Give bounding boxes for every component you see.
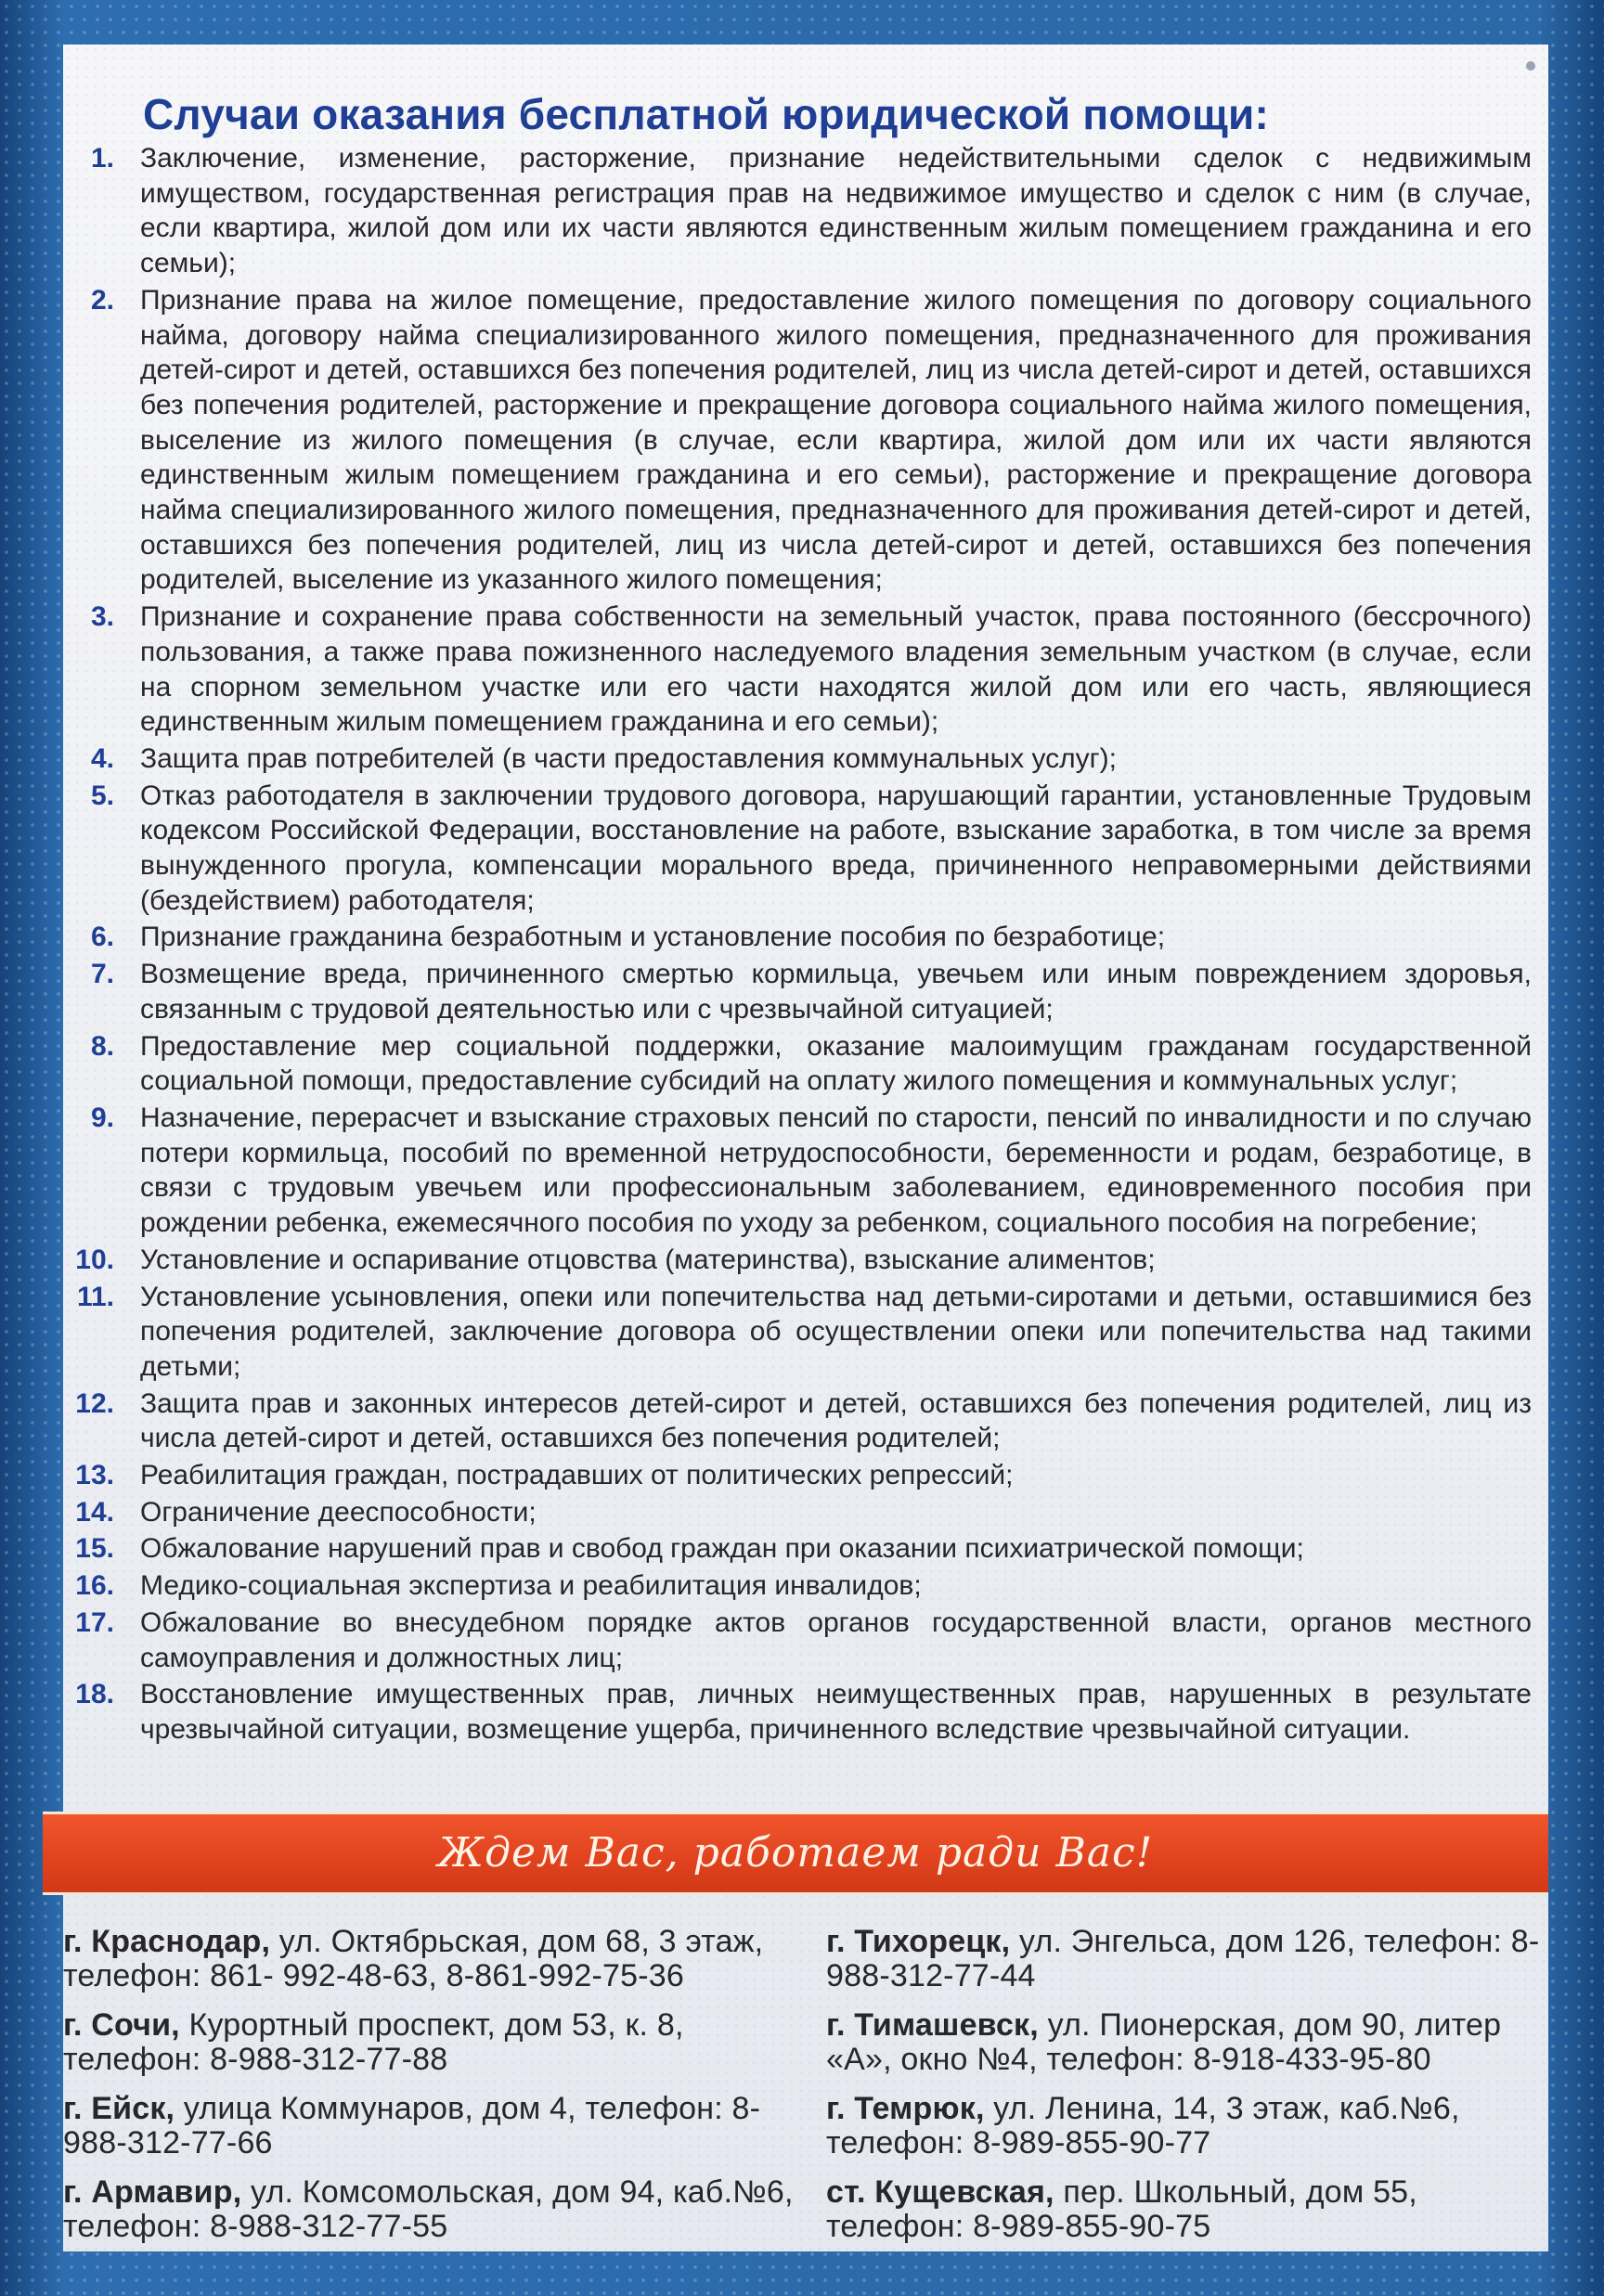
office-entry — [63, 2008, 796, 2077]
contacts-section — [63, 1901, 1548, 2251]
case-text: Возмещение вреда, причиненного смертью кормильца, увечьем или иным повреждением здоровья, связанным с трудовой деятельностью или с чрезвычайной ситуацией; — [140, 959, 1532, 1025]
case-item — [63, 1606, 1548, 1675]
office-entry — [63, 1925, 796, 1993]
office-entry — [826, 2175, 1541, 2244]
case-item — [63, 1029, 1548, 1099]
case-item — [63, 957, 1548, 1026]
case-text: Заключение, изменение, расторжение, признание недействительными сделок с недвижимым имуществом, государственная регистрация прав на недвижимое имущество и сделок с ним (в случае, если квартира, жилой дом или их части являются единственным жилым помещением гражданина и его семьи); — [140, 143, 1532, 279]
case-text: Признание гражданина безработным и установление пособия по безработице; — [140, 922, 1166, 953]
case-text: Восстановление имущественных прав, личных неимущественных прав, нарушенных в результате чрезвычайной ситуации, возмещение ущерба, причиненного вследствие чрезвычайной ситуации. — [140, 1679, 1532, 1745]
office-entry — [826, 2092, 1541, 2161]
case-text: Отказ работодателя в заключении трудового договора, нарушающий гарантии, установленные Трудовым кодексом Российской Федерации, восстановление на работе, взыскание заработка, в том числе за время вынужденного прогула, компенсации морального вреда, причиненного неправомерными действиями (бездействием) работодателя; — [140, 780, 1532, 916]
case-number: 5. — [90, 780, 114, 811]
case-item — [63, 141, 1548, 281]
case-item — [63, 920, 1548, 955]
slogan-text: Ждем Вас, работаем ради Вас! — [437, 1829, 1154, 1877]
case-text: Признание права на жилое помещение, предоставление жилого помещения по договору социального найма, договору найма специализированного жилого помещения, предназначенного для проживания детей-сирот и детей, оставшихся без попечения родителей, лиц из числа детей-сирот и детей, оставшихся без попечения родителей, расторжение и прекращение договора социального найма жилого помещения, выселение из жилого помещения (в случае, если квартира, жилой дом или их части являются единственным жилым помещением гражданина и его семьи), расторжение и прекращение договора найма специализированного жилого помещения, предназначенного для проживания детей-сирот и детей, оставшихся без попечения родителей, лиц из числа детей-сирот и детей, оставшихся без попечения родителей, выселение из указанного жилого помещения; — [140, 284, 1532, 596]
case-item — [63, 1568, 1548, 1604]
case-number: 1. — [90, 143, 114, 174]
case-item — [63, 600, 1548, 740]
office-address: ул. Октябрьская, дом 68, 3 этаж, телефон: 861- 992-48-63, 8-861-992-75-36 — [63, 1924, 764, 1993]
case-text: Медико-социальная экспертиза и реабилитация инвалидов; — [140, 1570, 922, 1602]
page-title: Случаи оказания бесплатной юридической помощи: — [143, 90, 1269, 138]
office-entry — [826, 2008, 1541, 2077]
case-text: Предоставление мер социальной поддержки, оказание малоимущим гражданам государственной социальной помощи, предоставление субсидий на оплату жилого помещения и коммунальных услуг; — [140, 1030, 1532, 1097]
office-address: ул. Ленина, 14, 3 этаж, каб.№6, телефон: 8-989-855-90-77 — [826, 2091, 1460, 2161]
case-text: Признание и сохранение права собственности на земельный участок, права постоянного (бессрочного) пользования, а также права пожизненного наследуемого владения земельным участком (в случае, если на спорном земельном участке или его части находятся жилой дом или его часть, являющиеся единственным жилым помещением гражданина и его семьи); — [140, 601, 1532, 738]
office-city: ст. Кущевская, — [826, 2174, 1054, 2210]
case-item — [63, 1495, 1548, 1530]
case-number: 14. — [75, 1496, 114, 1528]
legal-aid-cases-list — [63, 141, 1548, 1749]
case-item — [63, 1531, 1548, 1567]
office-city: г. Тихорецк, — [826, 1924, 1011, 1959]
case-number: 11. — [76, 1281, 114, 1312]
office-address: пер. Школьный, дом 55, телефон: 8-989-855-90-75 — [826, 2174, 1417, 2244]
case-item — [63, 779, 1548, 919]
case-number: 16. — [75, 1570, 114, 1602]
office-address: ул. Энгельса, дом 126, телефон: 8-988-312-77-44 — [826, 1924, 1540, 1993]
office-city: г. Сочи, — [63, 2007, 180, 2043]
case-item — [63, 742, 1548, 777]
case-text: Установление усыновления, опеки или попечительства над детьми-сиротами и детьми, оставшимися без попечения родителей, заключение договора об осуществлении опеки или попечительства над такими детьми; — [140, 1281, 1532, 1382]
content-panel — [63, 45, 1548, 2251]
office-city: г. Армавир, — [63, 2174, 242, 2210]
hole-punch-dot — [1526, 61, 1535, 71]
case-text: Реабилитация граждан, пострадавших от политических репрессий; — [140, 1460, 1014, 1491]
office-address: ул. Пионерская, дом 90, литер «А», окно №4, телефон: 8-918-433-95-80 — [826, 2007, 1502, 2077]
case-item — [63, 283, 1548, 598]
slogan-banner — [43, 1812, 1548, 1895]
case-number: 2. — [90, 284, 114, 316]
office-address: ул. Комсомольская, дом 94, каб.№6, телефон: 8-988-312-77-55 — [63, 2174, 794, 2244]
offices-left-column — [63, 1925, 796, 2259]
case-number: 8. — [90, 1030, 114, 1062]
office-city: г. Ейск, — [63, 2091, 175, 2126]
offices-right-column — [826, 1925, 1541, 2259]
office-entry — [63, 2175, 796, 2244]
case-number: 7. — [90, 959, 114, 990]
case-item — [63, 1243, 1548, 1278]
case-text: Назначение, перерасчет и взыскание страховых пенсий по старости, пенсий по инвалидности и по случаю потери кормильца, пособий по временной нетрудоспособности, беременности и родам, безработице, в связи с трудовым увечьем или профессиональным заболеванием, единовременного пособия при рождении ребенка, ежемесячного пособия по уходу за ребенком, социального пособия на погребение; — [140, 1102, 1532, 1239]
case-item — [63, 1458, 1548, 1493]
case-number: 18. — [75, 1679, 114, 1710]
case-number: 9. — [90, 1102, 114, 1133]
office-city: г. Тимашевск, — [826, 2007, 1039, 2043]
office-entry — [826, 1925, 1541, 1993]
case-item — [63, 1677, 1548, 1747]
case-number: 3. — [90, 601, 114, 633]
case-item — [63, 1387, 1548, 1456]
case-number: 17. — [75, 1606, 114, 1638]
office-address: улица Коммунаров, дом 4, телефон: 8-988-312-77-66 — [63, 2091, 761, 2161]
case-number: 12. — [75, 1387, 114, 1419]
office-address: Курортный проспект, дом 53, к. 8, телефон: 8-988-312-77-88 — [63, 2007, 684, 2077]
office-city: г. Краснодар, — [63, 1924, 271, 1959]
case-text: Обжалование во внесудебном порядке актов органов государственной власти, органов местного самоуправления и должностных лиц; — [140, 1606, 1532, 1673]
case-text: Ограничение дееспособности; — [140, 1496, 537, 1528]
office-entry — [63, 2092, 796, 2161]
case-number: 13. — [75, 1460, 114, 1491]
case-text: Обжалование нарушений прав и свобод граждан при оказании психиатрической помощи; — [140, 1533, 1304, 1565]
case-number: 4. — [90, 742, 114, 774]
case-text: Защита прав и законных интересов детей-сирот и детей, оставшихся без попечения родителей, лиц из числа детей-сирот и детей, оставшихся без попечения родителей; — [140, 1387, 1532, 1454]
case-number: 6. — [90, 922, 114, 953]
case-item — [63, 1280, 1548, 1385]
office-city: г. Темрюк, — [826, 2091, 985, 2126]
case-item — [63, 1101, 1548, 1241]
case-text: Защита прав потребителей (в части предоставления коммунальных услуг); — [140, 742, 1117, 774]
case-number: 15. — [75, 1533, 114, 1565]
case-number: 10. — [75, 1244, 114, 1275]
case-text: Установление и оспаривание отцовства (материнства), взыскание алиментов; — [140, 1244, 1156, 1275]
